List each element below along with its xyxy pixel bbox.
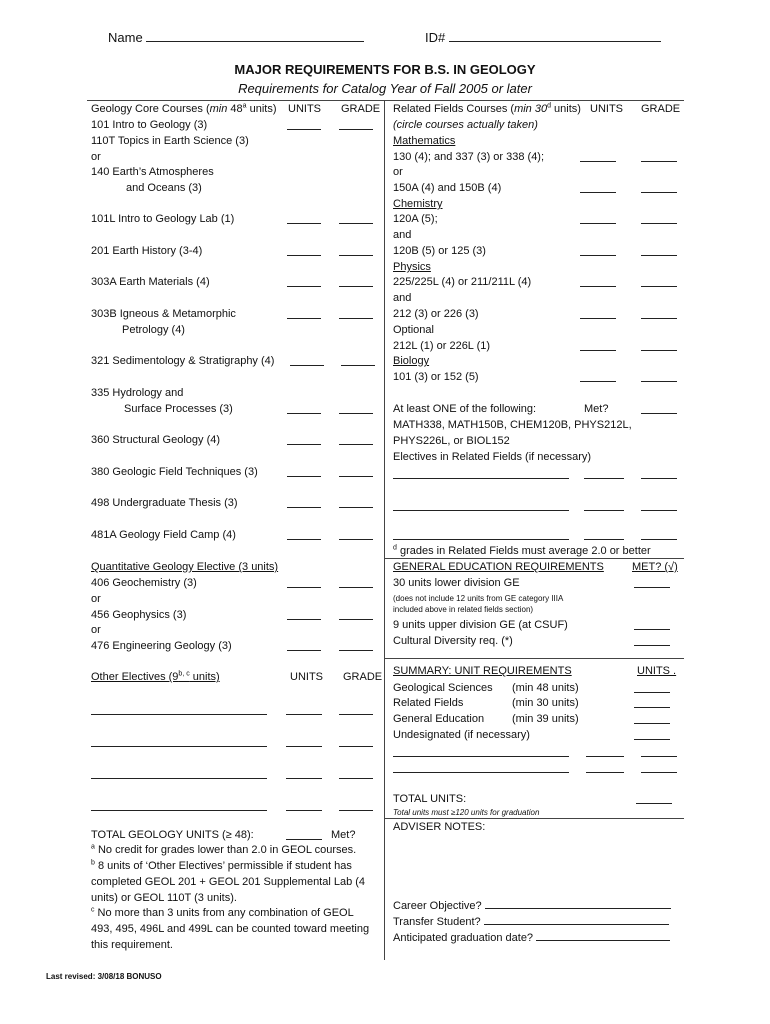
units-blank[interactable] xyxy=(286,737,322,747)
ge-met-col: MET? (√) xyxy=(632,561,678,573)
units-blank[interactable] xyxy=(287,467,321,477)
summary-heading: SUMMARY: UNIT REQUIREMENTS xyxy=(393,665,572,677)
summary-undesignated: Undesignated (if necessary) xyxy=(393,729,530,741)
column-divider xyxy=(384,100,385,960)
section-divider xyxy=(384,658,684,659)
total-geology-blank[interactable] xyxy=(286,830,322,840)
undesignated-name-blank[interactable] xyxy=(393,747,569,757)
ge-note-1: (does not include 12 units from GE category IIIA xyxy=(393,594,564,603)
grade-blank[interactable] xyxy=(339,801,373,811)
ge-lower: 30 units lower division GE xyxy=(393,577,520,589)
course-140: 140 Earth’s Atmospheres xyxy=(91,166,214,178)
one-of-list-2: PHYS226L, or BIOL152 xyxy=(393,435,510,447)
transfer-student-field[interactable] xyxy=(393,915,669,930)
grade-blank[interactable] xyxy=(641,763,677,773)
core-units-col: UNITS xyxy=(288,103,321,115)
page-subtitle: Requirements for Catalog Year of Fall 2005 or later xyxy=(238,81,532,96)
summary-related: Related Fields xyxy=(393,697,464,709)
grade-blank[interactable] xyxy=(339,610,373,620)
grade-blank[interactable] xyxy=(339,214,373,224)
core-grade-col: GRADE xyxy=(341,103,381,115)
graduation-date-blank[interactable] xyxy=(536,931,670,941)
grade-blank[interactable] xyxy=(641,246,677,256)
units-blank[interactable] xyxy=(580,309,616,319)
adviser-notes-label: ADVISER NOTES: xyxy=(393,821,486,833)
units-blank[interactable] xyxy=(287,277,321,287)
units-blank[interactable] xyxy=(580,214,616,224)
biology-heading: Biology xyxy=(393,355,430,367)
units-blank[interactable] xyxy=(290,356,324,366)
units-blank[interactable] xyxy=(286,801,322,811)
total-units-blank[interactable] xyxy=(636,794,672,804)
grade-blank[interactable] xyxy=(339,435,373,445)
course-101: 101 Intro to Geology (3) xyxy=(91,119,208,131)
units-blank[interactable] xyxy=(580,341,616,351)
grade-blank[interactable] xyxy=(641,152,677,162)
elective-name-blank[interactable] xyxy=(91,737,267,747)
graduation-date-label: Anticipated graduation date? xyxy=(393,932,534,944)
career-objective-blank[interactable] xyxy=(485,899,671,909)
grade-blank[interactable] xyxy=(339,737,373,747)
summary-units-col: UNITS . xyxy=(637,665,677,677)
units-blank[interactable] xyxy=(634,730,670,740)
grade-blank[interactable] xyxy=(641,214,677,224)
undesignated-name-blank[interactable] xyxy=(393,763,569,773)
section-divider xyxy=(384,818,684,819)
or-text: or xyxy=(91,151,101,163)
units-blank[interactable] xyxy=(634,714,670,724)
units-blank[interactable] xyxy=(287,246,321,256)
chem-line-1: 120A (5); xyxy=(393,213,438,225)
units-blank[interactable] xyxy=(287,530,321,540)
math-line-2: 150A (4) and 150B (4) xyxy=(393,182,502,194)
units-blank[interactable] xyxy=(580,246,616,256)
chem-heading: Chemistry xyxy=(393,198,443,210)
grade-blank[interactable] xyxy=(641,277,677,287)
units-blank[interactable] xyxy=(286,769,322,779)
name-field[interactable] xyxy=(108,30,364,46)
id-label: ID# xyxy=(425,30,446,45)
career-objective-field[interactable] xyxy=(393,899,671,914)
units-blank[interactable] xyxy=(287,120,321,130)
graduation-date-field[interactable] xyxy=(393,931,670,946)
units-blank[interactable] xyxy=(584,469,624,479)
grade-blank[interactable] xyxy=(339,404,373,414)
units-blank[interactable] xyxy=(287,578,321,588)
course-380: 380 Geologic Field Techniques (3) xyxy=(91,466,258,478)
adviser-notes-area[interactable] xyxy=(410,836,670,886)
related-grade-col: GRADE xyxy=(641,103,681,115)
course-101l: 101L Intro to Geology Lab (1) xyxy=(91,213,235,225)
grade-blank[interactable] xyxy=(641,372,677,382)
grade-blank[interactable] xyxy=(641,341,677,351)
related-units-col: UNITS xyxy=(590,103,623,115)
course-335: 335 Hydrology and xyxy=(91,387,184,399)
grade-blank[interactable] xyxy=(339,498,373,508)
course-110t: 110T Topics in Earth Science (3) xyxy=(91,135,249,147)
course-335-cont: Surface Processes (3) xyxy=(124,403,233,415)
one-of-text: At least ONE of the following: xyxy=(393,403,537,415)
summary-ge: General Education xyxy=(393,713,485,725)
page-title: MAJOR REQUIREMENTS FOR B.S. IN GEOLOGY xyxy=(234,62,536,77)
met-blank[interactable] xyxy=(634,636,670,646)
grade-blank[interactable] xyxy=(339,309,373,319)
physics-line-2: 212 (3) or 226 (3) xyxy=(393,308,479,320)
career-objective-label: Career Objective? xyxy=(393,900,482,912)
grade-blank[interactable] xyxy=(339,530,373,540)
other-electives-heading: Other Electives (9$^{b, c}$ units) xyxy=(91,670,220,683)
or-text: or xyxy=(91,593,101,605)
physics-line-3: 212L (1) or 226L (1) xyxy=(393,340,491,352)
physics-heading: Physics xyxy=(393,261,431,273)
units-blank[interactable] xyxy=(287,435,321,445)
course-498: 498 Undergraduate Thesis (3) xyxy=(91,497,238,509)
physics-line-1: 225/225L (4) or 211/211L (4) xyxy=(393,276,532,288)
and-text: and xyxy=(393,292,412,304)
met-blank[interactable] xyxy=(641,404,677,414)
grade-blank[interactable] xyxy=(339,769,373,779)
units-blank[interactable] xyxy=(580,152,616,162)
units-blank[interactable] xyxy=(580,372,616,382)
related-heading: Related Fields Courses (min 30$^d$ units) xyxy=(393,102,581,115)
one-of-met: Met? xyxy=(584,403,609,415)
units-blank[interactable] xyxy=(287,498,321,508)
units-blank[interactable] xyxy=(586,763,624,773)
related-footnote-d: $^d$ grades in Related Fields must average 2.0 or better xyxy=(393,544,651,557)
footnote-a: $^a$ No credit for grades lower than 2.0 in GEOL courses. xyxy=(91,843,357,856)
name-label: Name xyxy=(108,30,143,45)
course-456: 456 Geophysics (3) xyxy=(91,609,187,621)
grade-blank[interactable] xyxy=(339,246,373,256)
grade-blank[interactable] xyxy=(341,356,375,366)
units-blank[interactable] xyxy=(580,277,616,287)
units-blank[interactable] xyxy=(287,610,321,620)
grade-blank[interactable] xyxy=(339,277,373,287)
course-201: 201 Earth History (3-4) xyxy=(91,245,203,257)
units-blank[interactable] xyxy=(584,530,624,540)
or-text: or xyxy=(393,166,403,178)
units-blank[interactable] xyxy=(287,214,321,224)
summary-geology-min: (min 48 units) xyxy=(512,682,579,694)
name-blank[interactable] xyxy=(146,32,364,42)
elective-name-blank[interactable] xyxy=(91,705,267,715)
total-units-note: Total units must ≥120 units for graduation xyxy=(393,808,540,817)
grade-blank[interactable] xyxy=(641,530,677,540)
transfer-student-blank[interactable] xyxy=(484,915,669,925)
met-blank[interactable] xyxy=(634,620,670,630)
summary-geology: Geological Sciences xyxy=(393,682,493,694)
ge-diversity: Cultural Diversity req. (*) xyxy=(393,635,513,647)
ge-note-2: included above in related fields section) xyxy=(393,605,534,614)
course-481a: 481A Geology Field Camp (4) xyxy=(91,529,236,541)
grade-blank[interactable] xyxy=(339,641,373,651)
course-476: 476 Engineering Geology (3) xyxy=(91,640,232,652)
footnote-c: $^c$ No more than 3 units from any combination of GEOL 493, 495, 496L and 499L can be counted toward meeting this requirement. xyxy=(91,906,370,951)
units-blank[interactable] xyxy=(580,183,616,193)
grade-blank[interactable] xyxy=(641,501,677,511)
total-units-label: TOTAL UNITS: xyxy=(393,793,467,805)
optional-text: Optional xyxy=(393,324,434,336)
grade-blank[interactable] xyxy=(339,120,373,130)
units-blank[interactable] xyxy=(286,705,322,715)
course-321: 321 Sedimentology & Stratigraphy (4) xyxy=(91,355,275,367)
and-text: and xyxy=(393,229,412,241)
transfer-student-label: Transfer Student? xyxy=(393,916,481,928)
elective-name-blank[interactable] xyxy=(393,469,569,479)
elective-name-blank[interactable] xyxy=(393,501,569,511)
other-units-col: UNITS xyxy=(290,671,323,683)
total-geology-label: TOTAL GEOLOGY UNITS (≥ 48): xyxy=(91,829,254,841)
id-field[interactable] xyxy=(425,30,661,46)
elective-name-blank[interactable] xyxy=(91,801,267,811)
total-geology-met: Met? xyxy=(331,829,356,841)
last-revised: Last revised: 3/08/18 BONUSO xyxy=(46,972,162,981)
math-line-1: 130 (4); and 337 (3) or 338 (4); xyxy=(393,151,545,163)
course-303b-cont: Petrology (4) xyxy=(122,324,185,336)
units-blank[interactable] xyxy=(634,683,670,693)
course-303a: 303A Earth Materials (4) xyxy=(91,276,210,288)
quant-heading: Quantitative Geology Elective (3 units) xyxy=(91,561,279,573)
or-text: or xyxy=(91,624,101,636)
grade-blank[interactable] xyxy=(339,578,373,588)
met-blank[interactable] xyxy=(634,578,670,588)
course-140-cont: and Oceans (3) xyxy=(126,182,202,194)
units-blank[interactable] xyxy=(287,641,321,651)
grade-blank[interactable] xyxy=(641,469,677,479)
grade-blank[interactable] xyxy=(641,747,677,757)
frame-top xyxy=(87,100,684,101)
grade-blank[interactable] xyxy=(641,309,677,319)
footnote-b: $^b$ 8 units of ‘Other Electives’ permissible if student has completed GEOL 201 + GEOL 201 Supplemental Lab (4 units) or GEOL 110T (3 units). xyxy=(91,859,366,904)
units-blank[interactable] xyxy=(584,501,624,511)
units-blank[interactable] xyxy=(586,747,624,757)
math-heading: Mathematics xyxy=(393,135,456,147)
one-of-list-1: MATH338, MATH150B, CHEM120B, PHYS212L, xyxy=(393,419,632,431)
related-electives-text: Electives in Related Fields (if necessary) xyxy=(393,451,592,463)
summary-related-min: (min 30 units) xyxy=(512,697,579,709)
grade-blank[interactable] xyxy=(339,467,373,477)
summary-ge-min: (min 39 units) xyxy=(512,713,579,725)
units-blank[interactable] xyxy=(287,309,321,319)
elective-name-blank[interactable] xyxy=(91,769,267,779)
course-360: 360 Structural Geology (4) xyxy=(91,434,221,446)
grade-blank[interactable] xyxy=(641,183,677,193)
grade-blank[interactable] xyxy=(339,705,373,715)
id-blank[interactable] xyxy=(449,32,661,42)
chem-line-2: 120B (5) or 125 (3) xyxy=(393,245,486,257)
elective-name-blank[interactable] xyxy=(393,530,569,540)
ge-upper: 9 units upper division GE (at CSUF) xyxy=(393,619,568,631)
course-406: 406 Geochemistry (3) xyxy=(91,577,197,589)
circle-note: (circle courses actually taken) xyxy=(393,119,538,131)
biology-line-1: 101 (3) or 152 (5) xyxy=(393,371,479,383)
ge-heading: GENERAL EDUCATION REQUIREMENTS xyxy=(393,561,604,573)
units-blank[interactable] xyxy=(287,404,321,414)
core-heading: Geology Core Courses (min 48$^a$ units) xyxy=(91,102,277,115)
units-blank[interactable] xyxy=(634,698,670,708)
course-303b: 303B Igneous & Metamorphic xyxy=(91,308,236,320)
section-divider xyxy=(384,558,684,559)
other-grade-col: GRADE xyxy=(343,671,383,683)
